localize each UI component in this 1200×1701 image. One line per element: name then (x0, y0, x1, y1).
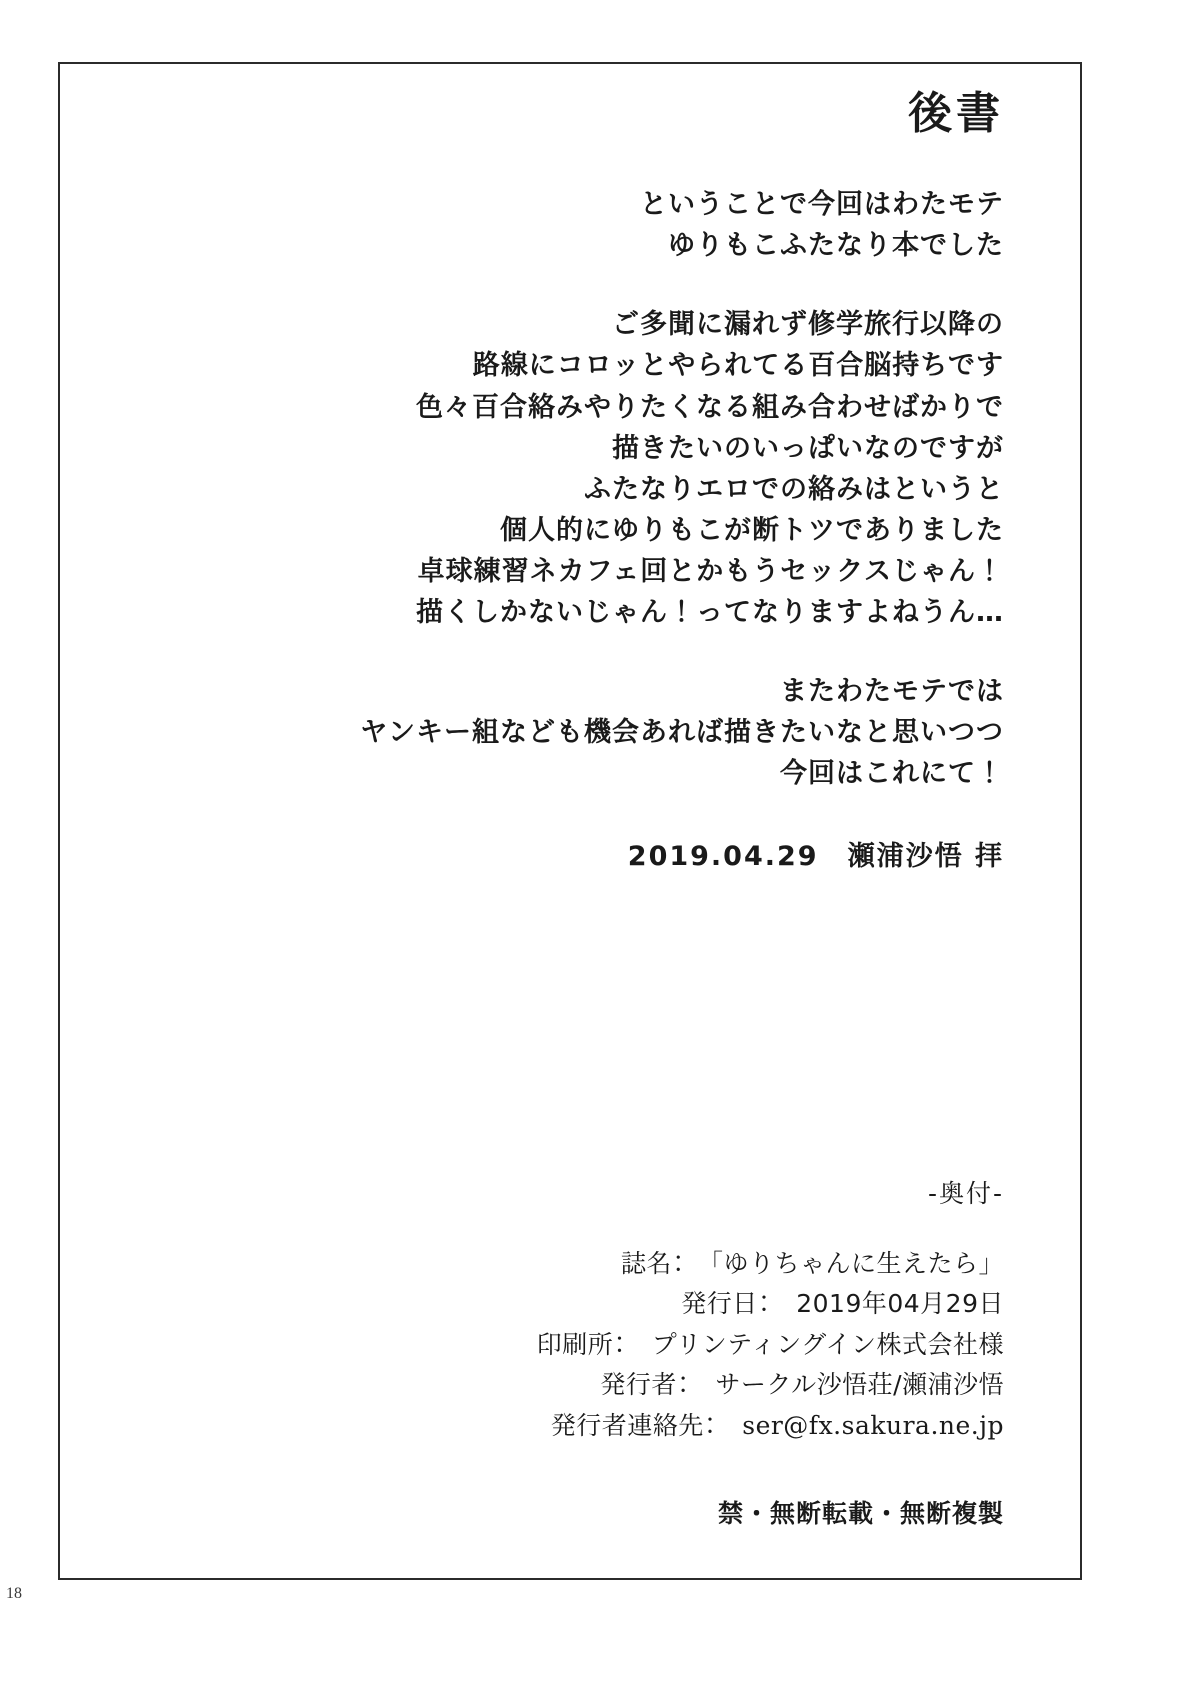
colophon-row-title: 誌名： 「ゆりちゃんに生えたら」 (620, 1248, 1004, 1278)
page-number: 18 (6, 1585, 22, 1602)
colophon-row-contact: 発行者連絡先： ser@fx.sakura.ne.jp (550, 1410, 1004, 1440)
afterword-line: 描きたいのいっぱいなのですが (612, 432, 1004, 464)
colophon-row-publisher: 発行者： サークル沙悟荘/瀬浦沙悟 (600, 1370, 1004, 1399)
colophon-section (124, 1174, 1004, 1531)
colophon-row-date: 発行日： 2019年04月29日 (681, 1289, 1004, 1318)
afterword-section (124, 90, 1004, 873)
colophon-rows (124, 1244, 1004, 1447)
afterword-line: 個人的にゆりもこが断トツでありました (500, 514, 1004, 546)
page-frame (58, 62, 1082, 1580)
afterword-line: 卓球練習ネカフェ回とかもうセックスじゃん！ (417, 555, 1004, 587)
afterword-line: ふたなりエロでの絡みはというと (584, 473, 1004, 505)
colophon-notice: 禁・無断転載・無断複製 (717, 1499, 1004, 1528)
afterword-paragraph (124, 304, 1004, 632)
afterword-line: ということで今回はわたモテ (640, 189, 1004, 221)
afterword-line: 路線にコロッとやられてる百合脳持ちです (472, 350, 1004, 382)
afterword-paragraph (124, 184, 1004, 266)
afterword-line: 描くしかないじゃん！ってなりますよねうん… (416, 596, 1004, 628)
colophon-heading: -奥付- (927, 1178, 1004, 1208)
afterword-line: またわたモテでは (780, 675, 1004, 707)
afterword-line: ヤンキー組なども機会あれば描きたいなと思いつつ (360, 716, 1004, 748)
colophon-row-printer: 印刷所： プリンティングイン株式会社様 (536, 1329, 1004, 1359)
afterword-body (124, 184, 1004, 793)
afterword-line: ゆりもこふたなり本でした (668, 230, 1004, 262)
afterword-line: 色々百合絡みやりたくなる組み合わせばかりで (416, 391, 1004, 423)
afterword-signature: 2019.04.29 瀬浦沙悟 拝 (627, 840, 1004, 872)
afterword-line: 今回はこれにて！ (780, 757, 1004, 789)
afterword-line: ご多聞に漏れず修学旅行以降の (612, 309, 1004, 341)
afterword-title: 後書 (908, 88, 1004, 139)
afterword-paragraph (124, 671, 1004, 794)
